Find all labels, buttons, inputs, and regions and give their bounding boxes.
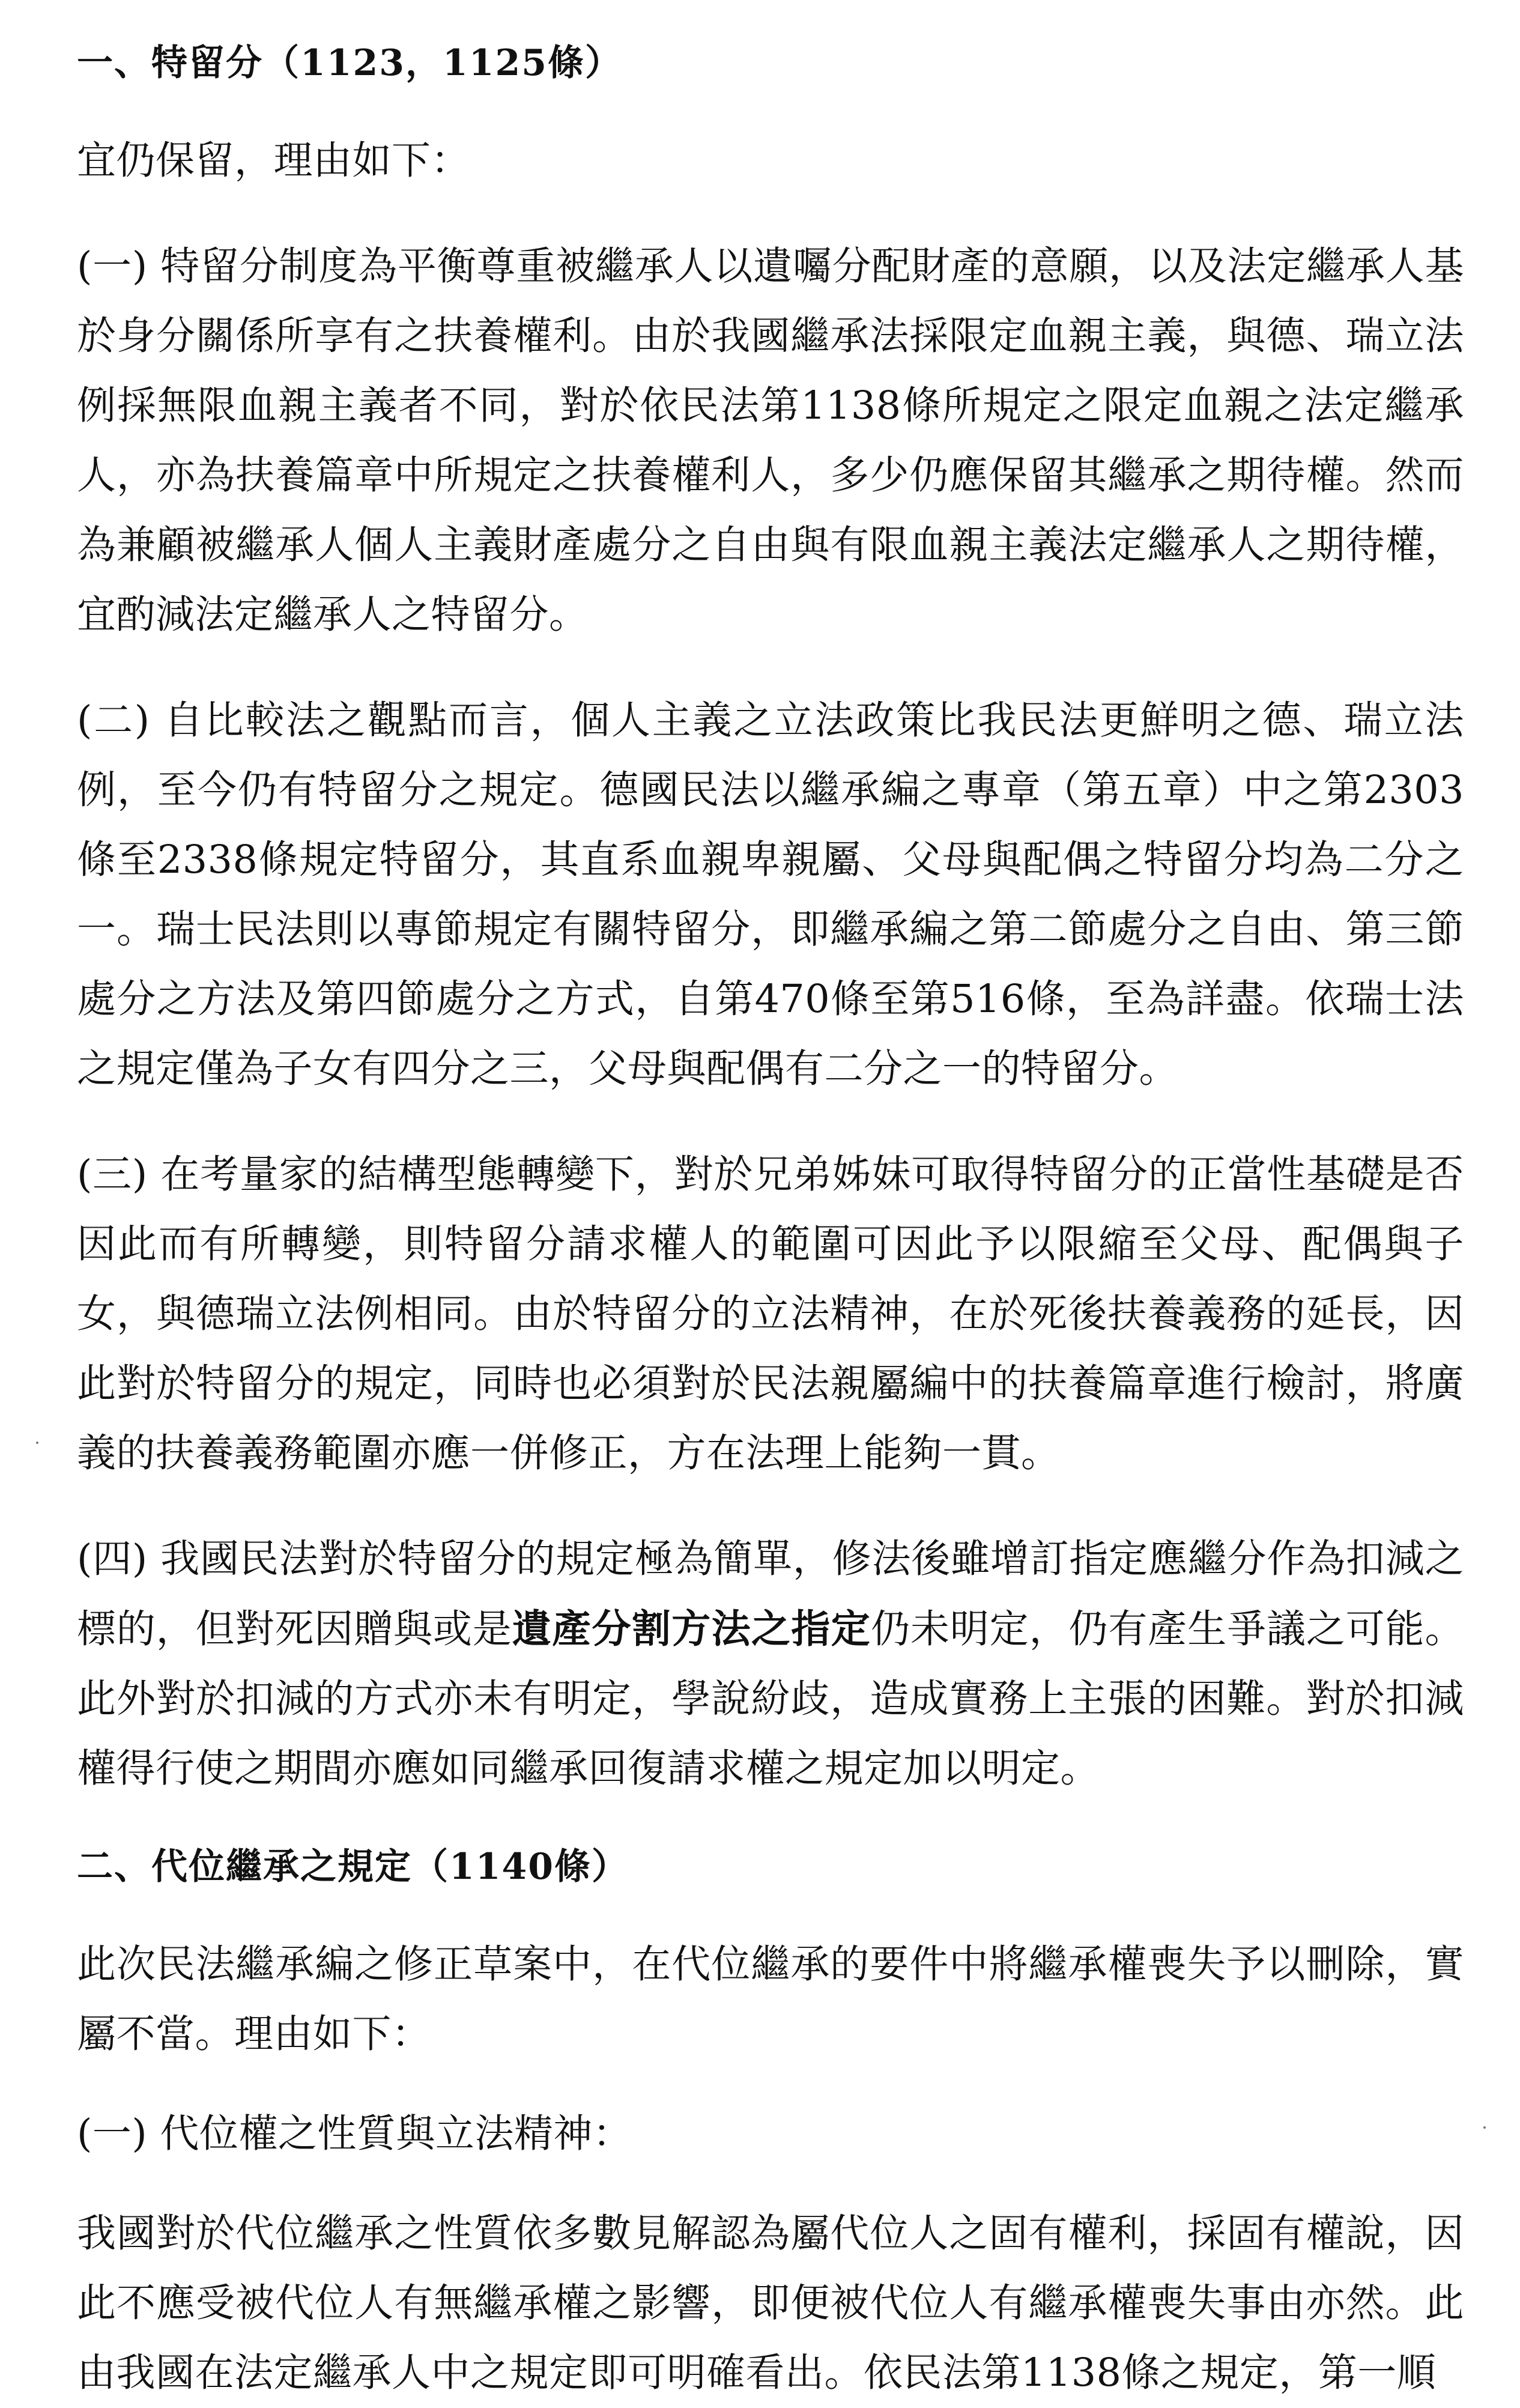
item-marker: (二) [77, 698, 150, 743]
section-1-item-3 [77, 1140, 1464, 1488]
section-2-subheading: (一) 代位權之性質與立法精神： [77, 2111, 632, 2156]
section-1-item-2 [77, 686, 1464, 1104]
item-text-before: 我國民法對於特留分的規定極為簡單，修法後雖增訂指定應繼分作為扣減之標的，但對死因贈與或是 [77, 1536, 1464, 1652]
item-marker: (三) [77, 1152, 148, 1197]
section-1-item-1 [77, 232, 1464, 650]
section-2-intro: 此次民法繼承編之修正草案中，在代位繼承的要件中將繼承權喪失予以刪除，實屬不當。理由如下： [77, 1942, 1464, 2057]
section-1-item-4 [77, 1524, 1464, 1804]
document-page [77, 30, 1464, 2408]
item-text: 自比較法之觀點而言，個人主義之立法政策比我民法更鮮明之德、瑞立法例，至今仍有特留分之規定。德國民法以繼承編之專章（第五章）中之第2303條至2338條規定特留分，其直系血親卑親屬、父母與配偶之特留分均為二分之一。瑞士民法則以專節規定有關特留分，即繼承編之第二節處分之自由、第三節處分之方法及第四節處分之方式，自第470條至第516條，至為詳盡。依瑞士法之規定僅為子女有四分之三，父母與配偶有二分之一的特留分。 [77, 698, 1464, 1091]
item-emphasis: 遺產分割方法之指定 [512, 1606, 871, 1652]
section-2-heading: 二、代位繼承之規定（1140條） [77, 1846, 629, 1888]
section-1-intro: 宜仍保留，理由如下： [77, 138, 471, 183]
item-text-after: 仍未明定，仍有產生爭議之可能。此外對於扣減的方式亦未有明定，學說紛歧，造成實務上主張的困難。對於扣減權得行使之期間亦應如同繼承回復請求權之規定加以明定。 [77, 1607, 1464, 1791]
item-marker: (一) [77, 244, 148, 289]
section-2-body: 我國對於代位繼承之性質依多數見解認為屬代位人之固有權利，採固有權說，因此不應受被代位人有無繼承權之影響，即便被代位人有繼承權喪失事由亦然。此由我國在法定繼承人中之規定即可明確看出。依民法第1138條之規定，第一順 [77, 2211, 1464, 2395]
scan-speck [1483, 2126, 1486, 2129]
section-1-heading: 一、特留分（1123，1125條） [77, 42, 622, 84]
item-text: 特留分制度為平衡尊重被繼承人以遺囑分配財產的意願，以及法定繼承人基於身分關係所享有之扶養權利。由於我國繼承法採限定血親主義，與德、瑞立法例採無限血親主義者不同，對於依民法第1138條所規定之限定血親之法定繼承人，亦為扶養篇章中所規定之扶養權利人，多少仍應保留其繼承之期待權。然而為兼顧被繼承人個人主義財產處分之自由與有限血親主義法定繼承人之期待權，宜酌減法定繼承人之特留分。 [77, 244, 1464, 637]
item-marker: (四) [77, 1536, 148, 1582]
item-text: 在考量家的結構型態轉變下，對於兄弟姊妹可取得特留分的正當性基礎是否因此而有所轉變，則特留分請求權人的範圍可因此予以限縮至父母、配偶與子女，與德瑞立法例相同。由於特留分的立法精神，在於死後扶養義務的延長，因此對於特留分的規定，同時也必須對於民法親屬編中的扶養篇章進行檢討，將廣義的扶養義務範圍亦應一併修正，方在法理上能夠一貫。 [77, 1152, 1464, 1476]
scan-speck [36, 1442, 38, 1444]
